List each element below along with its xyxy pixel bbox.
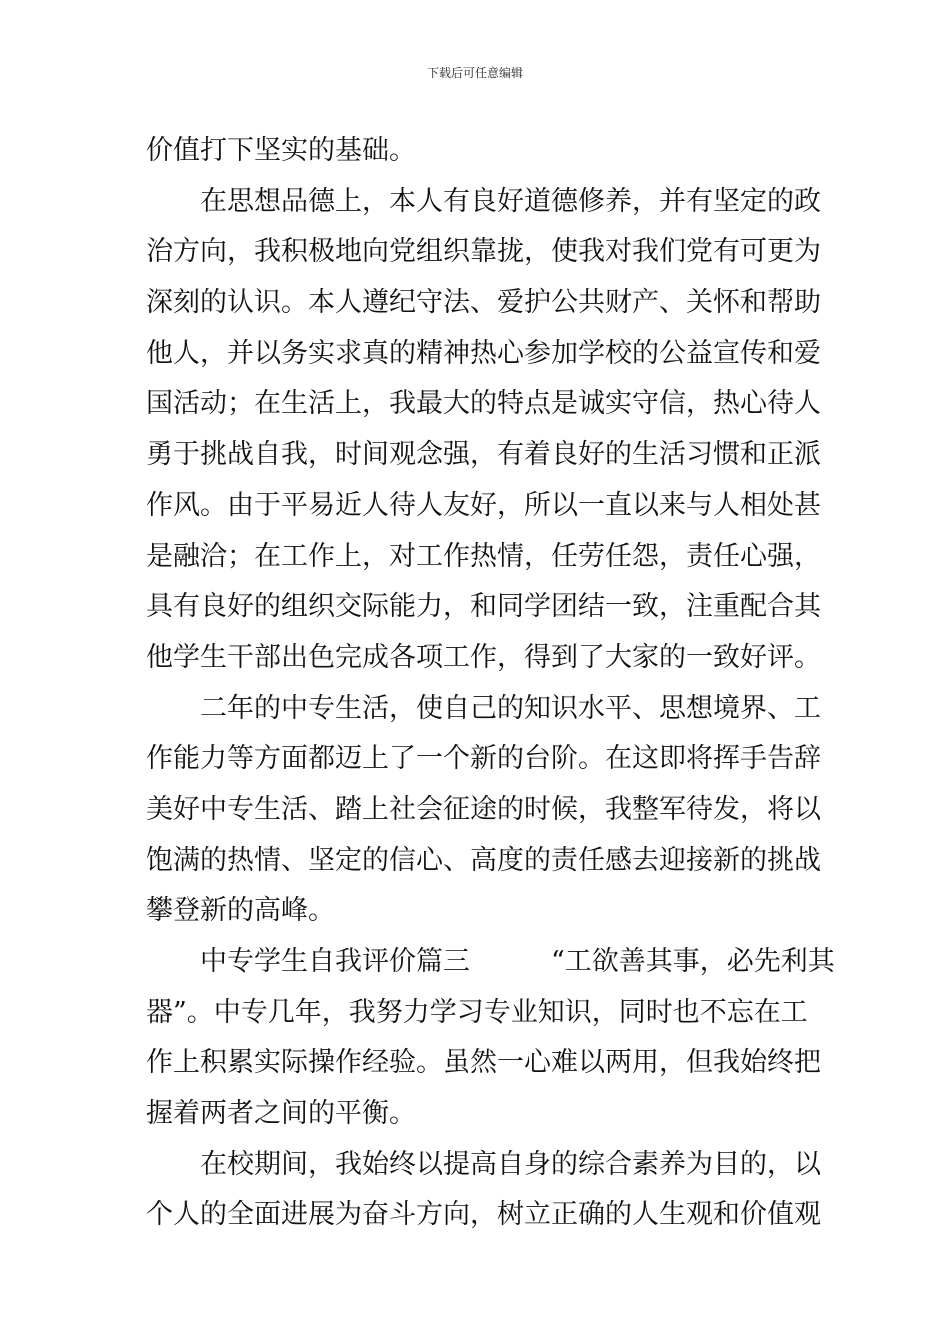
text-line: 作上积累实际操作经验。虽然一心难以两用，但我始终把 [146, 1047, 821, 1079]
text-line: 国活动；在生活上，我最大的特点是诚实守信，热心待人 [146, 388, 821, 420]
text-line: 在校期间，我始终以提高自身的综合素养为目的，以 [146, 1148, 821, 1180]
text-line: 作能力等方面都迈上了一个新的台阶。在这即将挥手告辞 [146, 743, 821, 775]
text-line: 深刻的认识。本人遵纪守法、爱护公共财产、关怀和帮助 [146, 287, 821, 319]
text-line: 个人的全面进展为奋斗方向，树立正确的人生观和价值观 [146, 1199, 821, 1231]
text-line: 握着两者之间的平衡。 [146, 1098, 416, 1130]
text-line: 二年的中专生活，使自己的知识水平、思想境界、工 [146, 692, 821, 724]
text-line: 在思想品德上，本人有良好道德修养，并有坚定的政 [146, 185, 821, 217]
page-header: 下载后可任意编辑 [426, 66, 523, 80]
text-line: 中专学生自我评价篇三 “工欲善其事，必先利其 [146, 946, 835, 977]
text-line: 作风。由于平易近人待人友好，所以一直以来与人相处甚 [146, 489, 821, 521]
text-line: 美好中专生活、踏上社会征途的时候，我整军待发，将以 [146, 793, 821, 825]
text-line: 具有良好的组织交际能力，和同学团结一致，注重配合其 [146, 591, 821, 623]
text-line: 是融洽；在工作上，对工作热情，任劳任怨，责任心强， [146, 540, 821, 572]
text-line: 他人，并以务实求真的精神热心参加学校的公益宣传和爱 [146, 337, 821, 369]
text-line: 他学生干部出色完成各项工作，得到了大家的一致好评。 [146, 641, 821, 673]
text-line: 饱满的热情、坚定的信心、高度的责任感去迎接新的挑战 [146, 844, 821, 876]
text-line: 治方向，我积极地向党组织靠拢，使我对我们党有可更为 [146, 236, 821, 268]
text-line: 器”。中专几年，我努力学习专业知识，同时也不忘在工 [146, 996, 808, 1028]
document-body [146, 126, 835, 1241]
text-line: 价值打下坚实的基础。 [146, 135, 416, 166]
text-line: 勇于挑战自我，时间观念强，有着良好的生活习惯和正派 [146, 439, 821, 471]
text-line: 攀登新的高峰。 [146, 895, 335, 927]
